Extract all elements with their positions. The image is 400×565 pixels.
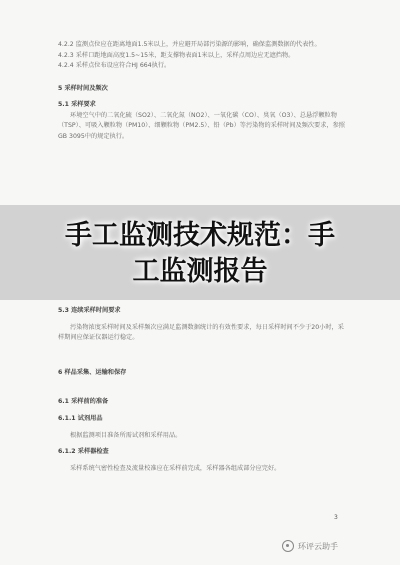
paragraph-4-2-3: 4.2.3 采样口距地面高度1.5~15米，距支撑物表面1米以上，采样点周边应无遮挡物。 <box>58 51 295 59</box>
paragraph-6-1-1: 根据监测项目准备所需试剂和采样用品。 <box>70 431 182 439</box>
section-6-heading: 6 样品采集、运输和保存 <box>58 369 127 377</box>
paragraph-6-1-2: 采样系统气密性检查及流量校准应在采样前完成，采样器各组成部分应完好。 <box>70 464 281 472</box>
paragraph-5-3: 污染物浓度采样时间及采样频次应满足监测数据统计的有效性要求，每日采样时间不少于20小时，采样期间应保证仪器运行稳定。 <box>58 323 344 342</box>
page-number: 3 <box>334 514 338 521</box>
section-6-1-heading: 6.1 采样前的准备 <box>58 398 109 406</box>
section-6-1-2-heading: 6.1.2 采样器检查 <box>58 448 109 456</box>
section-6-1-1-heading: 6.1.1 试剂用品 <box>58 414 103 422</box>
paragraph-5-1: 环境空气中的二氧化硫（SO2）、二氧化氮（NO2）、一氧化碳（CO）、臭氧（O3）、总悬浮颗粒物（TSP）、可吸入颗粒物（PM10）、细颗粒物（PM2.5）、铅（Pb）等污染物的采样时间及频次要求，参照GB 3095中的规定执行。 <box>58 111 345 140</box>
page-title-banner <box>0 218 400 290</box>
document-body-bottom <box>58 300 348 481</box>
banner-line-2: 工监测报告 <box>132 256 268 287</box>
paragraph-4-2-4: 4.2.4 采样点位布设应符合HJ 664执行。 <box>58 62 171 69</box>
paragraph-4-2-2: 4.2.2 监测点位应在距离地面1.5米以上，并应避开局部污染源的影响，确保监测数据的代表性。 <box>58 41 321 48</box>
section-5-1-heading: 5.1 采样要求 <box>58 101 96 108</box>
section-5-3-heading: 5.3 连续采样时间要求 <box>58 307 121 315</box>
document-body-top <box>58 40 348 142</box>
wechat-icon <box>282 540 294 552</box>
banner-line-1: 手工监测技术规范：手 <box>65 220 335 251</box>
section-5-heading: 5 采样时间及频次 <box>58 84 108 92</box>
watermark <box>282 540 338 552</box>
watermark-text: 环评云助手 <box>298 541 338 551</box>
